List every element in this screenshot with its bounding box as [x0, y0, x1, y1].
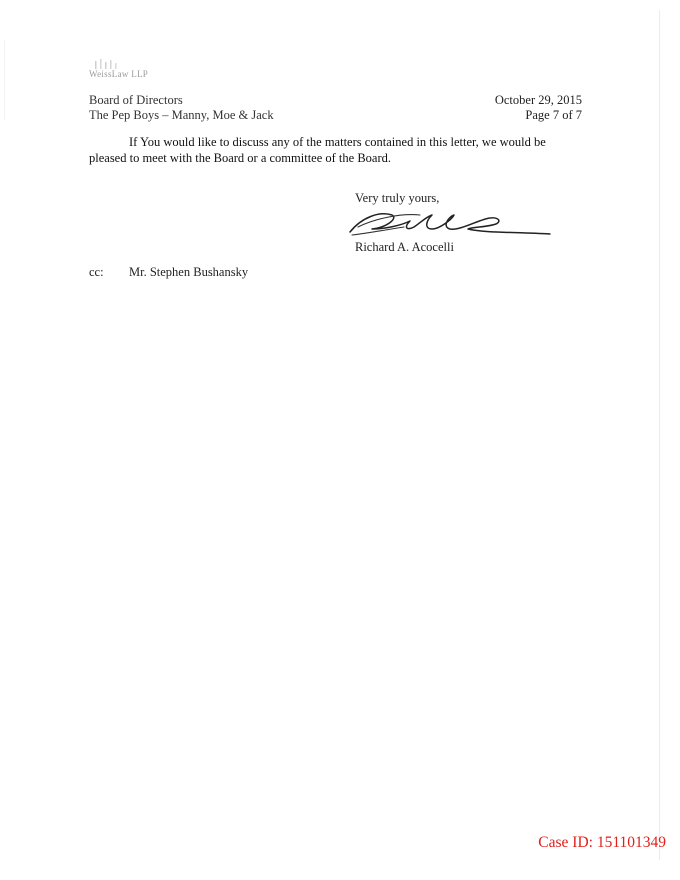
handwritten-signature [340, 205, 555, 245]
scan-edge [659, 10, 660, 860]
logo-text: WeissLaw LLP [89, 69, 149, 79]
letter-meta [495, 93, 582, 123]
body-paragraph: If You would like to discuss any of the matters contained in this letter, we would be pleased to meet with the Board or a committee of the Board. [89, 135, 546, 165]
cc-label: cc: [89, 265, 104, 279]
cc-recipient: Mr. Stephen Bushansky [129, 265, 249, 279]
page-number: Page 7 of 7 [525, 108, 582, 122]
recipient-line: Board of Directors [89, 93, 183, 107]
scan-edge [4, 40, 5, 120]
closing-salutation: Very truly yours, [355, 191, 440, 205]
case-id-stamp: Case ID: 151101349 [538, 834, 666, 851]
letter-date: October 29, 2015 [494, 93, 582, 107]
signer-name: Richard A. Acocelli [355, 240, 454, 254]
recipient-address [89, 93, 274, 123]
recipient-line: The Pep Boys – Manny, Moe & Jack [89, 108, 274, 122]
firm-logo [89, 58, 179, 82]
